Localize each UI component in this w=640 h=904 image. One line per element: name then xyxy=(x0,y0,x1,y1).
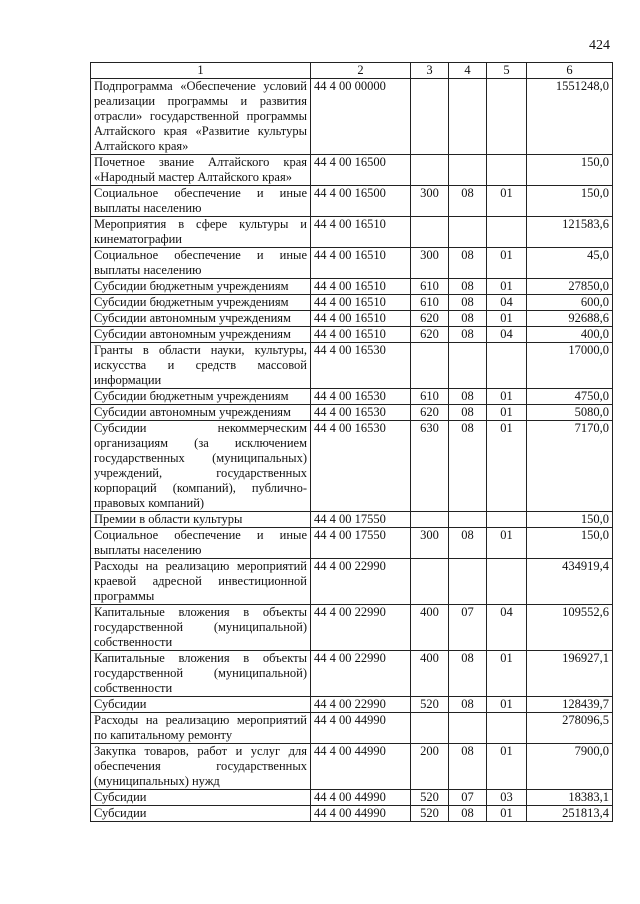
row-expense-type: 300 xyxy=(411,186,449,217)
row-expense-type xyxy=(411,343,449,389)
row-section xyxy=(449,343,487,389)
row-code: 44 4 00 16510 xyxy=(311,217,411,248)
row-name: Субсидии некоммерческим организациям (за исключением государственных (муниципальных) учреждений, государственных корпораций (компаний), публично-правовых компаний) xyxy=(91,421,311,512)
row-code: 44 4 00 00000 xyxy=(311,79,411,155)
row-name: Гранты в области науки, культуры, искусства и средств массовой информации xyxy=(91,343,311,389)
table-row xyxy=(91,248,613,279)
row-name: Субсидии бюджетным учреждениям xyxy=(91,279,311,295)
row-name: Субсидии xyxy=(91,790,311,806)
row-subsection xyxy=(487,79,527,155)
row-code: 44 4 00 16500 xyxy=(311,155,411,186)
row-amount: 121583,6 xyxy=(527,217,613,248)
row-name: Социальное обеспечение и иные выплаты населению xyxy=(91,528,311,559)
row-section: 08 xyxy=(449,697,487,713)
table-row xyxy=(91,327,613,343)
row-expense-type xyxy=(411,79,449,155)
row-code: 44 4 00 16510 xyxy=(311,295,411,311)
row-section: 08 xyxy=(449,528,487,559)
row-expense-type: 620 xyxy=(411,405,449,421)
row-expense-type: 620 xyxy=(411,327,449,343)
table-row xyxy=(91,713,613,744)
row-code: 44 4 00 16500 xyxy=(311,186,411,217)
row-subsection: 03 xyxy=(487,790,527,806)
row-amount: 600,0 xyxy=(527,295,613,311)
row-name: Субсидии автономным учреждениям xyxy=(91,311,311,327)
header-row xyxy=(91,63,613,79)
row-amount: 18383,1 xyxy=(527,790,613,806)
row-name: Субсидии автономным учреждениям xyxy=(91,405,311,421)
budget-table xyxy=(90,62,613,822)
row-expense-type: 300 xyxy=(411,248,449,279)
row-name: Почетное звание Алтайского края «Народный мастер Алтайского края» xyxy=(91,155,311,186)
row-subsection: 01 xyxy=(487,279,527,295)
row-code: 44 4 00 16530 xyxy=(311,389,411,405)
row-section: 08 xyxy=(449,806,487,822)
row-amount: 251813,4 xyxy=(527,806,613,822)
row-section: 08 xyxy=(449,186,487,217)
row-code: 44 4 00 44990 xyxy=(311,806,411,822)
row-subsection xyxy=(487,155,527,186)
row-name: Подпрограмма «Обеспечение условий реализации программы и развития отрасли» государственной программы Алтайского края «Развитие культуры Алтайского края» xyxy=(91,79,311,155)
row-subsection: 01 xyxy=(487,311,527,327)
row-code: 44 4 00 44990 xyxy=(311,790,411,806)
row-subsection: 04 xyxy=(487,327,527,343)
page-number: 424 xyxy=(589,38,610,53)
row-subsection: 04 xyxy=(487,605,527,651)
row-amount: 109552,6 xyxy=(527,605,613,651)
row-code: 44 4 00 16530 xyxy=(311,343,411,389)
row-subsection: 01 xyxy=(487,405,527,421)
row-code: 44 4 00 16510 xyxy=(311,327,411,343)
table-row xyxy=(91,790,613,806)
row-subsection: 01 xyxy=(487,528,527,559)
row-expense-type: 520 xyxy=(411,806,449,822)
row-name: Субсидии бюджетным учреждениям xyxy=(91,295,311,311)
header-col-1: 1 xyxy=(91,63,311,79)
row-name: Капитальные вложения в объекты государственной (муниципальной) собственности xyxy=(91,651,311,697)
row-expense-type: 620 xyxy=(411,311,449,327)
row-amount: 400,0 xyxy=(527,327,613,343)
row-amount: 92688,6 xyxy=(527,311,613,327)
row-name: Субсидии бюджетным учреждениям xyxy=(91,389,311,405)
row-section xyxy=(449,217,487,248)
row-code: 44 4 00 16530 xyxy=(311,405,411,421)
row-amount: 150,0 xyxy=(527,512,613,528)
table-row xyxy=(91,79,613,155)
row-section: 08 xyxy=(449,327,487,343)
table-row xyxy=(91,744,613,790)
row-expense-type: 520 xyxy=(411,697,449,713)
row-expense-type xyxy=(411,559,449,605)
row-expense-type: 520 xyxy=(411,790,449,806)
table-row xyxy=(91,155,613,186)
table-row xyxy=(91,512,613,528)
row-subsection: 01 xyxy=(487,421,527,512)
row-expense-type: 630 xyxy=(411,421,449,512)
row-amount: 45,0 xyxy=(527,248,613,279)
row-code: 44 4 00 17550 xyxy=(311,512,411,528)
table-row xyxy=(91,559,613,605)
row-section xyxy=(449,512,487,528)
table-row xyxy=(91,421,613,512)
row-code: 44 4 00 16510 xyxy=(311,279,411,295)
row-name: Премии в области культуры xyxy=(91,512,311,528)
row-amount: 4750,0 xyxy=(527,389,613,405)
row-amount: 278096,5 xyxy=(527,713,613,744)
row-section: 08 xyxy=(449,651,487,697)
row-expense-type xyxy=(411,217,449,248)
row-amount: 1551248,0 xyxy=(527,79,613,155)
row-section xyxy=(449,79,487,155)
row-section: 08 xyxy=(449,421,487,512)
row-name: Субсидии xyxy=(91,806,311,822)
row-name: Капитальные вложения в объекты государственной (муниципальной) собственности xyxy=(91,605,311,651)
row-subsection xyxy=(487,343,527,389)
table-row xyxy=(91,279,613,295)
row-code: 44 4 00 22990 xyxy=(311,559,411,605)
row-subsection: 01 xyxy=(487,186,527,217)
row-code: 44 4 00 22990 xyxy=(311,605,411,651)
table-row xyxy=(91,528,613,559)
row-subsection: 01 xyxy=(487,806,527,822)
table-row xyxy=(91,697,613,713)
row-code: 44 4 00 16510 xyxy=(311,248,411,279)
row-code: 44 4 00 17550 xyxy=(311,528,411,559)
header-col-3: 3 xyxy=(411,63,449,79)
row-code: 44 4 00 22990 xyxy=(311,651,411,697)
row-expense-type xyxy=(411,155,449,186)
row-expense-type: 400 xyxy=(411,651,449,697)
row-expense-type xyxy=(411,512,449,528)
row-name: Социальное обеспечение и иные выплаты населению xyxy=(91,186,311,217)
row-name: Расходы на реализацию мероприятий краевой адресной инвестиционной программы xyxy=(91,559,311,605)
row-subsection: 01 xyxy=(487,248,527,279)
row-subsection xyxy=(487,217,527,248)
row-amount: 150,0 xyxy=(527,155,613,186)
row-expense-type: 400 xyxy=(411,605,449,651)
table-row xyxy=(91,311,613,327)
row-amount: 434919,4 xyxy=(527,559,613,605)
row-section: 08 xyxy=(449,295,487,311)
row-expense-type: 610 xyxy=(411,279,449,295)
row-amount: 196927,1 xyxy=(527,651,613,697)
row-section: 08 xyxy=(449,405,487,421)
row-expense-type: 200 xyxy=(411,744,449,790)
row-expense-type: 610 xyxy=(411,389,449,405)
row-section: 08 xyxy=(449,248,487,279)
row-section: 08 xyxy=(449,311,487,327)
row-name: Субсидии xyxy=(91,697,311,713)
row-subsection: 01 xyxy=(487,744,527,790)
row-code: 44 4 00 16530 xyxy=(311,421,411,512)
row-section xyxy=(449,713,487,744)
row-amount: 7170,0 xyxy=(527,421,613,512)
table-row xyxy=(91,389,613,405)
row-subsection: 01 xyxy=(487,697,527,713)
row-section: 08 xyxy=(449,389,487,405)
table-row xyxy=(91,186,613,217)
row-code: 44 4 00 16510 xyxy=(311,311,411,327)
table-row xyxy=(91,405,613,421)
row-amount: 150,0 xyxy=(527,186,613,217)
row-subsection xyxy=(487,512,527,528)
row-expense-type: 610 xyxy=(411,295,449,311)
row-name: Закупка товаров, работ и услуг для обеспечения государственных (муниципальных) нужд xyxy=(91,744,311,790)
row-subsection xyxy=(487,713,527,744)
row-section xyxy=(449,155,487,186)
row-subsection: 04 xyxy=(487,295,527,311)
row-subsection: 01 xyxy=(487,651,527,697)
table-row xyxy=(91,295,613,311)
table-row xyxy=(91,343,613,389)
row-section: 07 xyxy=(449,790,487,806)
row-amount: 17000,0 xyxy=(527,343,613,389)
table-row xyxy=(91,806,613,822)
row-code: 44 4 00 22990 xyxy=(311,697,411,713)
header-col-4: 4 xyxy=(449,63,487,79)
row-amount: 5080,0 xyxy=(527,405,613,421)
table-header xyxy=(91,63,613,79)
row-section: 08 xyxy=(449,279,487,295)
table-row xyxy=(91,651,613,697)
row-name: Мероприятия в сфере культуры и кинематографии xyxy=(91,217,311,248)
row-expense-type xyxy=(411,713,449,744)
row-section: 07 xyxy=(449,605,487,651)
row-code: 44 4 00 44990 xyxy=(311,713,411,744)
row-name: Расходы на реализацию мероприятий по капитальному ремонту xyxy=(91,713,311,744)
header-col-5: 5 xyxy=(487,63,527,79)
row-subsection xyxy=(487,559,527,605)
row-amount: 150,0 xyxy=(527,528,613,559)
table-row xyxy=(91,217,613,248)
row-section: 08 xyxy=(449,744,487,790)
header-col-6: 6 xyxy=(527,63,613,79)
row-subsection: 01 xyxy=(487,389,527,405)
row-code: 44 4 00 44990 xyxy=(311,744,411,790)
row-section xyxy=(449,559,487,605)
row-name: Социальное обеспечение и иные выплаты населению xyxy=(91,248,311,279)
header-col-2: 2 xyxy=(311,63,411,79)
row-expense-type: 300 xyxy=(411,528,449,559)
row-name: Субсидии автономным учреждениям xyxy=(91,327,311,343)
row-amount: 128439,7 xyxy=(527,697,613,713)
row-amount: 27850,0 xyxy=(527,279,613,295)
table-body xyxy=(91,79,613,822)
row-amount: 7900,0 xyxy=(527,744,613,790)
table-row xyxy=(91,605,613,651)
